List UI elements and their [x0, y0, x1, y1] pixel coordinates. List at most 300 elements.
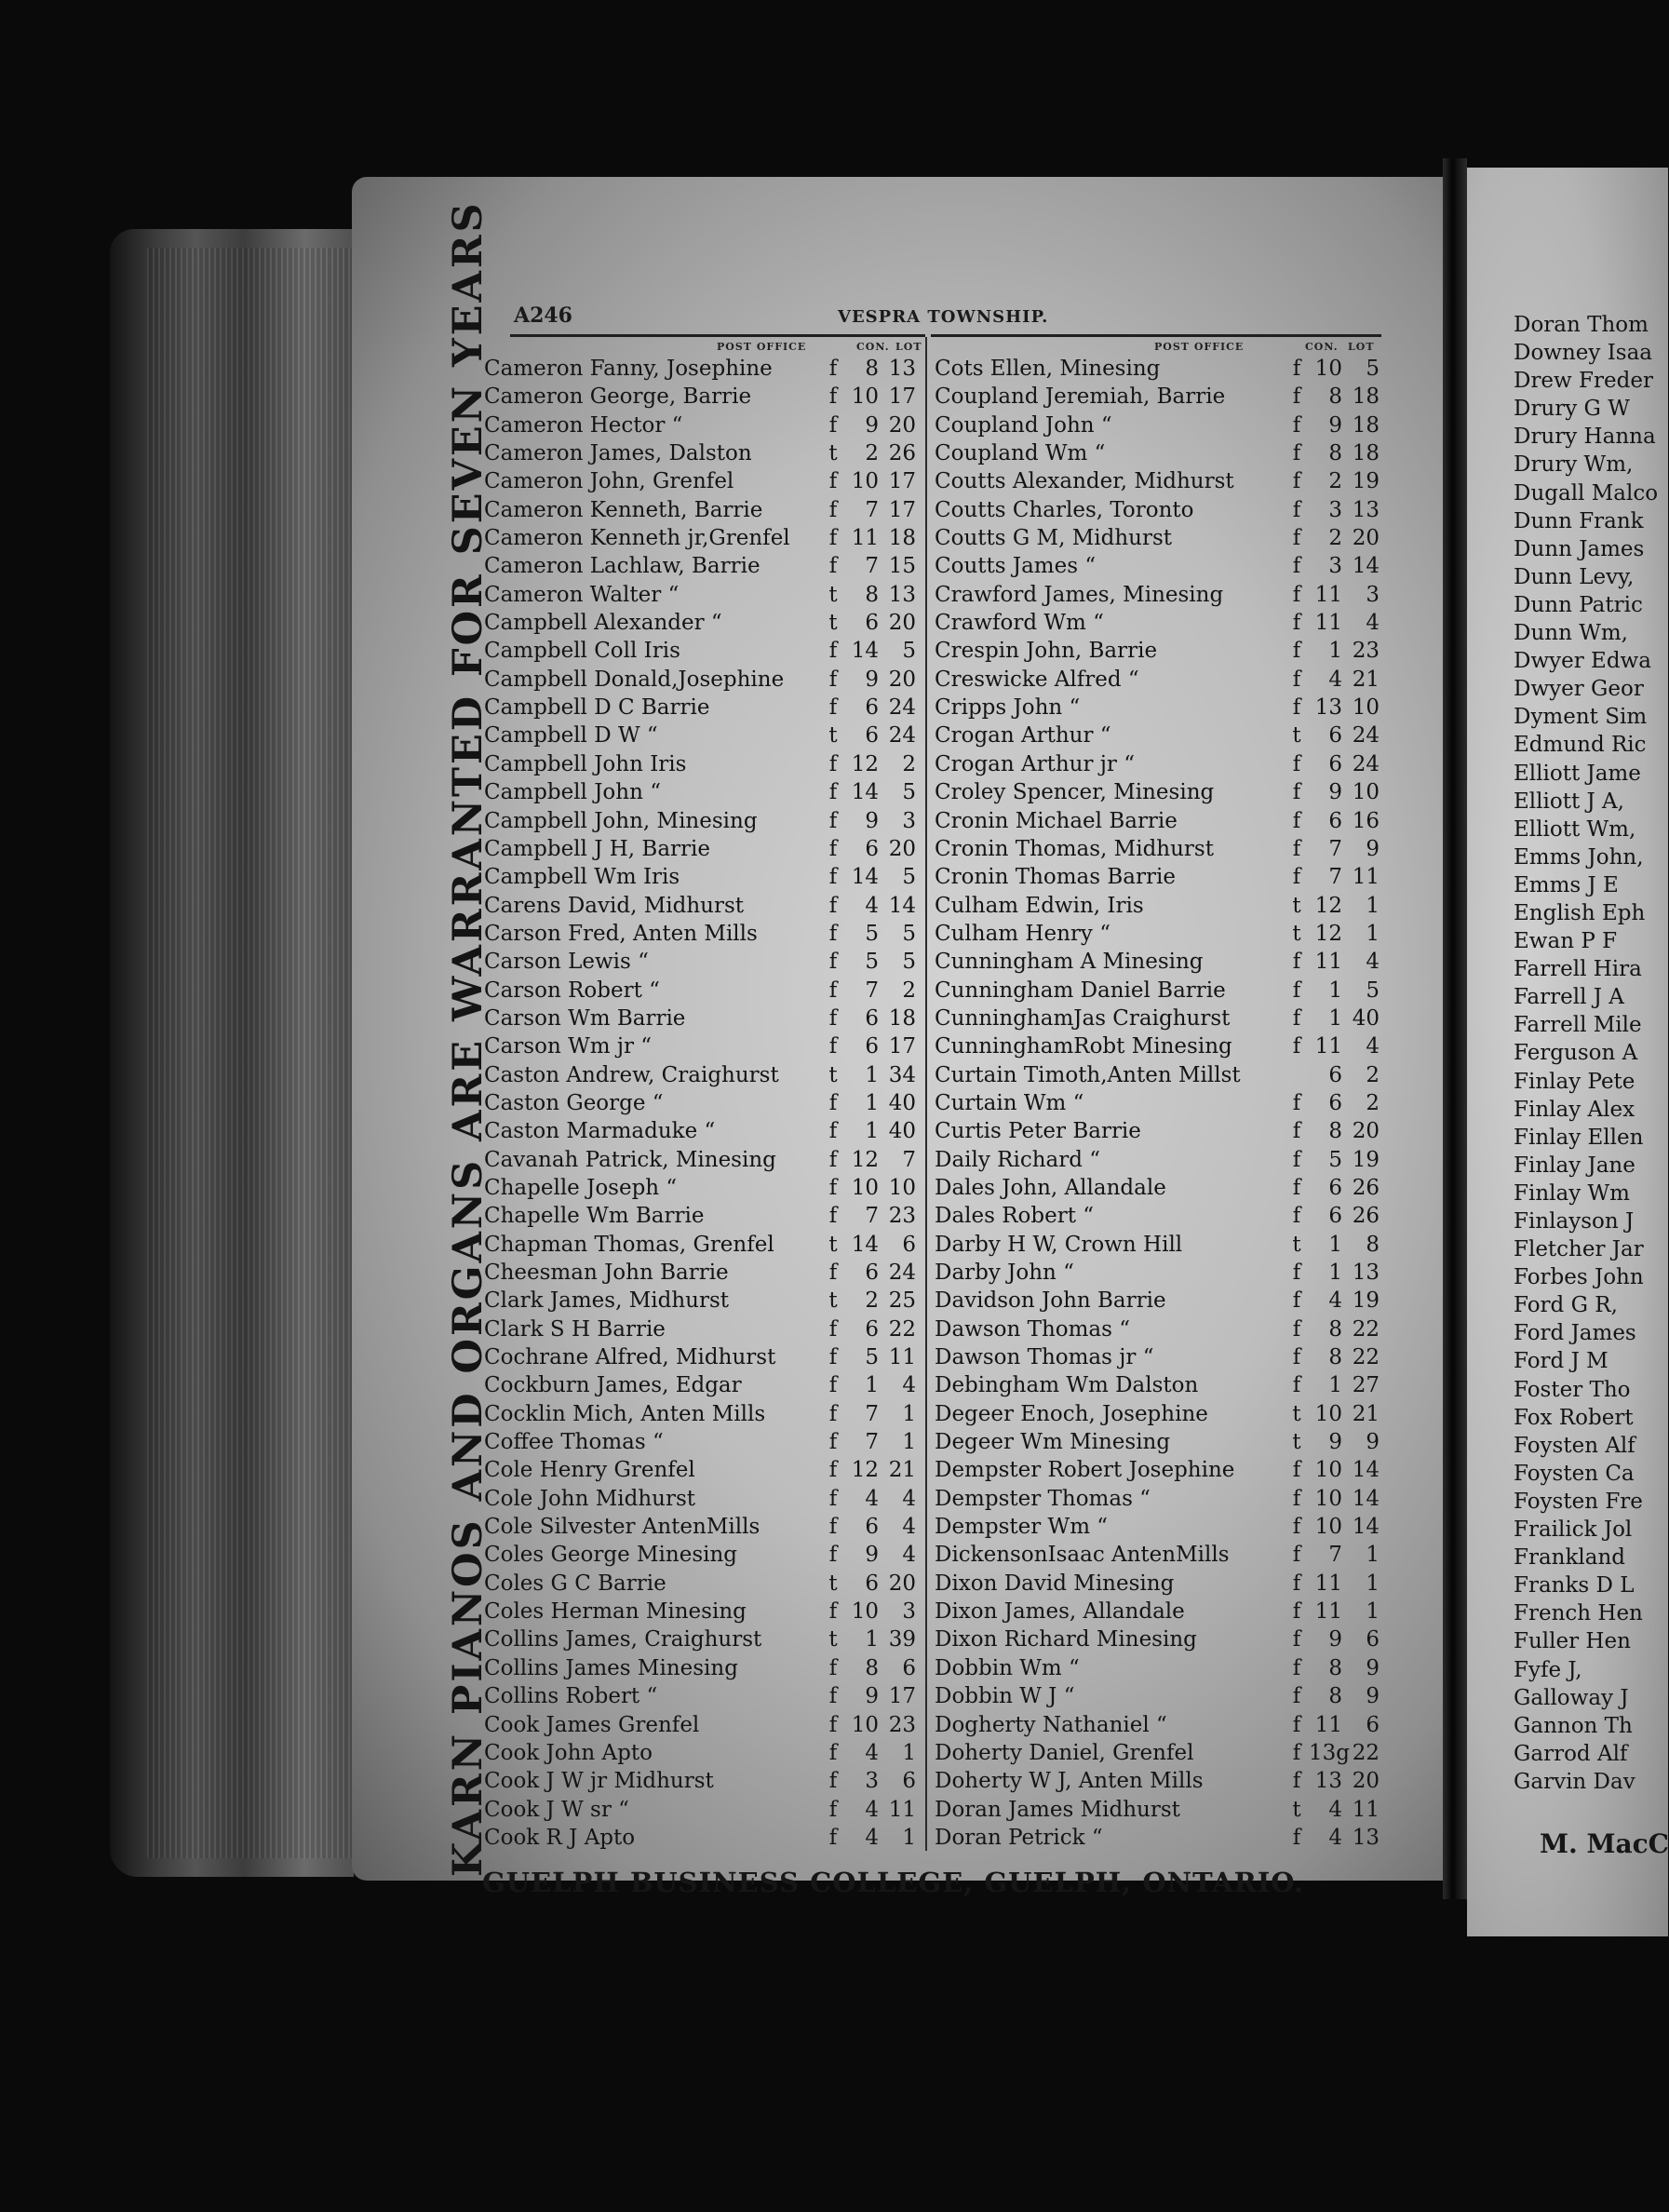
entry-type: f — [1292, 1571, 1301, 1596]
entry-name: Chapman Thomas, Grenfel — [484, 1232, 774, 1257]
entry-con: 4 — [865, 893, 879, 918]
entry-name: DickensonIsaac AntenMills — [935, 1543, 1230, 1568]
entry-con: 9 — [1328, 1430, 1342, 1455]
directory-entry — [484, 1119, 916, 1144]
right-column — [935, 357, 1380, 1851]
entry-type: f — [1292, 1712, 1301, 1737]
entry-name: Crawford James, Minesing — [935, 582, 1224, 607]
entry-name: Cook R J Apto — [484, 1825, 636, 1850]
entry-name: Cockburn James, Edgar — [484, 1373, 742, 1398]
entry-name: Cole John Midhurst — [484, 1486, 696, 1511]
entry-type: f — [1292, 1373, 1301, 1398]
directory-entry — [935, 1233, 1380, 1258]
entry-con: 10 — [851, 469, 879, 494]
entry-con: 2 — [865, 441, 879, 466]
entry-type: t — [828, 1571, 838, 1596]
next-page-entry: English Eph — [1514, 900, 1646, 925]
entry-type: t — [1292, 1401, 1301, 1426]
entry-lot: 40 — [888, 1119, 916, 1144]
directory-entry — [484, 1798, 916, 1823]
entry-type: f — [828, 1261, 838, 1285]
entry-name: Culham Edwin, Iris — [935, 893, 1144, 918]
entry-con: 9 — [1328, 1627, 1342, 1652]
entry-con: 4 — [1328, 1288, 1342, 1314]
entry-type: f — [1292, 1515, 1301, 1540]
entry-con: 6 — [865, 1316, 879, 1342]
entry-name: Cheesman John Barrie — [484, 1261, 729, 1285]
next-page-entry: Fox Robert — [1514, 1405, 1634, 1430]
entry-name: Dempster Wm “ — [935, 1515, 1109, 1540]
entry-lot: 18 — [1352, 384, 1380, 410]
entry-type: t — [828, 723, 838, 749]
entry-name: Daily Richard “ — [935, 1147, 1101, 1172]
entry-type: f — [828, 1119, 838, 1144]
next-page-entry: Dunn Frank — [1514, 508, 1644, 533]
entry-lot: 21 — [888, 1458, 916, 1483]
directory-entry — [935, 1204, 1380, 1229]
entry-lot: 11 — [888, 1797, 916, 1822]
directory-entry — [935, 1798, 1380, 1823]
directory-entry — [935, 809, 1380, 834]
entry-name: Creswicke Alfred “ — [935, 667, 1139, 692]
entry-lot: 16 — [1352, 808, 1380, 833]
entry-type: f — [1292, 1825, 1301, 1850]
entry-name: Davidson John Barrie — [935, 1288, 1166, 1314]
entry-lot: 18 — [888, 526, 916, 551]
directory-entry — [484, 1288, 916, 1314]
entry-con: 6 — [1328, 1090, 1342, 1115]
entry-lot: 1 — [1366, 893, 1380, 918]
entry-lot: 5 — [902, 921, 916, 946]
next-page-entry: Ford James — [1514, 1321, 1636, 1346]
entry-type: f — [1292, 384, 1301, 410]
entry-name: Coles George Minesing — [484, 1543, 738, 1568]
entry-con: 13g — [1309, 1740, 1350, 1765]
entry-type: f — [828, 1204, 838, 1229]
entry-name: Coutts James “ — [935, 554, 1097, 579]
entry-type: f — [828, 1655, 838, 1680]
directory-entry — [935, 752, 1380, 777]
entry-name: Coupland Jeremiah, Barrie — [935, 384, 1226, 410]
entry-lot: 10 — [1352, 695, 1380, 721]
entry-type: f — [828, 384, 838, 410]
entry-lot: 14 — [1352, 1458, 1380, 1483]
directory-entry — [484, 780, 916, 805]
directory-entry — [935, 1006, 1380, 1032]
directory-entry — [484, 1034, 916, 1059]
entry-con: 9 — [865, 667, 879, 692]
entry-type: f — [1292, 526, 1301, 551]
entry-type: f — [1292, 1543, 1301, 1568]
entry-type: t — [828, 1288, 838, 1314]
entry-con: 8 — [1328, 441, 1342, 466]
entry-con: 1 — [1328, 1232, 1342, 1257]
next-page-entry: Dunn Patric — [1514, 592, 1643, 617]
entry-type: f — [1292, 780, 1301, 805]
directory-entry — [935, 1261, 1380, 1286]
next-page-entry: Foysten Ca — [1514, 1461, 1635, 1486]
entry-type: f — [1292, 1175, 1301, 1200]
entry-type: t — [1292, 1232, 1301, 1257]
entry-lot: 14 — [1352, 1515, 1380, 1540]
entry-lot: 20 — [888, 667, 916, 692]
directory-entry — [484, 1571, 916, 1597]
directory-entry — [935, 1091, 1380, 1116]
next-page-entry: Drury G W — [1514, 397, 1630, 422]
next-page-entry: Ford G R, — [1514, 1293, 1618, 1318]
entry-lot: 24 — [888, 695, 916, 721]
entry-con: 2 — [1328, 526, 1342, 551]
entry-type: f — [828, 357, 838, 381]
next-page-entry: Foysten Alf — [1514, 1433, 1635, 1458]
entry-lot: 22 — [1352, 1345, 1380, 1370]
entry-type: f — [828, 865, 838, 890]
entry-type: f — [1292, 1204, 1301, 1229]
next-page-entry: Doran Thom — [1514, 313, 1649, 337]
entry-con: 8 — [865, 582, 879, 607]
entry-name: Cripps John “ — [935, 695, 1081, 721]
entry-con: 6 — [865, 1034, 879, 1059]
entry-name: Cameron James, Dalston — [484, 441, 752, 466]
entry-lot: 4 — [1366, 950, 1380, 975]
directory-entry — [935, 1402, 1380, 1427]
entry-type: f — [828, 1316, 838, 1342]
entry-lot: 8 — [1366, 1232, 1380, 1257]
entry-type: f — [1292, 808, 1301, 833]
entry-lot: 21 — [1352, 667, 1380, 692]
entry-name: Dixon Richard Minesing — [935, 1627, 1197, 1652]
entry-lot: 1 — [1366, 1599, 1380, 1625]
entry-type: f — [828, 978, 838, 1003]
entry-con: 8 — [865, 357, 879, 381]
entry-type: f — [828, 412, 838, 438]
entry-name: Campbell Wm Iris — [484, 865, 680, 890]
next-page-entry: Fuller Hen — [1514, 1629, 1631, 1654]
next-page-footer: M. MacC — [1540, 1828, 1669, 1859]
entry-lot: 13 — [1352, 497, 1380, 522]
entry-con: 11 — [1314, 1571, 1342, 1596]
entry-name: Cook J W jr Midhurst — [484, 1769, 714, 1794]
next-page-entry: Dunn James — [1514, 536, 1645, 561]
entry-name: Debingham Wm Dalston — [935, 1373, 1199, 1398]
entry-name: Cunningham A Minesing — [935, 950, 1204, 975]
entry-con: 14 — [851, 865, 879, 890]
entry-lot: 20 — [888, 836, 916, 861]
entry-lot: 6 — [1366, 1627, 1380, 1652]
next-page-entry: Foysten Fre — [1514, 1489, 1643, 1514]
entry-con: 1 — [865, 1373, 879, 1398]
entry-type: t — [828, 441, 838, 466]
entry-lot: 5 — [1366, 357, 1380, 381]
entry-name: Crawford Wm “ — [935, 611, 1104, 636]
directory-entry — [935, 1458, 1380, 1483]
book-page-edges — [110, 229, 354, 1877]
entry-name: Cocklin Mich, Anten Mills — [484, 1401, 766, 1426]
entry-type: f — [1292, 412, 1301, 438]
entry-con: 8 — [1328, 1684, 1342, 1709]
entry-con: 11 — [1314, 950, 1342, 975]
entry-type: t — [1292, 893, 1301, 918]
entry-type: t — [828, 611, 838, 636]
entry-type: f — [1292, 978, 1301, 1003]
entry-name: Cole Henry Grenfel — [484, 1458, 695, 1483]
directory-entry — [935, 1543, 1380, 1568]
entry-type: f — [1292, 639, 1301, 664]
entry-type: f — [1292, 582, 1301, 607]
next-page-entry: Dugall Malco — [1514, 480, 1659, 506]
directory-entry — [935, 526, 1380, 551]
entry-name: Dobbin Wm “ — [935, 1655, 1080, 1680]
directory-entry — [935, 695, 1380, 721]
next-page-entry: Drury Wm, — [1514, 452, 1634, 478]
post-office-header-right: POST OFFICE — [1154, 341, 1245, 353]
directory-entry — [935, 1627, 1380, 1652]
entry-name: Caston George “ — [484, 1090, 664, 1115]
entry-type: f — [828, 1175, 838, 1200]
entry-con: 7 — [1328, 865, 1342, 890]
directory-entry — [484, 1063, 916, 1088]
entry-con: 10 — [1314, 1486, 1342, 1511]
entry-lot: 19 — [1352, 1147, 1380, 1172]
entry-con: 6 — [865, 836, 879, 861]
entry-con: 12 — [851, 751, 879, 776]
entry-con: 1 — [1328, 639, 1342, 664]
next-page-entry: Elliott Jame — [1514, 761, 1641, 786]
entry-con: 6 — [865, 1261, 879, 1285]
entry-name: Cameron Lachlaw, Barrie — [484, 554, 760, 579]
directory-entry — [935, 1684, 1380, 1709]
entry-con: 13 — [1314, 1769, 1342, 1794]
entry-type: f — [1292, 1005, 1301, 1031]
entry-type: f — [1292, 1740, 1301, 1765]
entry-type: f — [828, 526, 838, 551]
next-page-entry: Dunn Levy, — [1514, 564, 1635, 589]
entry-name: Cochrane Alfred, Midhurst — [484, 1345, 776, 1370]
entry-name: Carson Wm jr “ — [484, 1034, 653, 1059]
entry-type: f — [828, 1147, 838, 1172]
side-advert-text: KARN PIANOS AND ORGANS ARE WARRANTED FOR SEVEN YEARS — [445, 200, 491, 1877]
next-page-entry: Frailick Jol — [1514, 1517, 1633, 1543]
entry-lot: 1 — [1366, 1543, 1380, 1568]
entry-con: 11 — [1314, 1712, 1342, 1737]
entry-lot: 5 — [902, 780, 916, 805]
entry-name: Carson Fred, Anten Mills — [484, 921, 758, 946]
entry-con: 9 — [1328, 780, 1342, 805]
entry-lot: 40 — [1352, 1005, 1380, 1031]
entry-name: Campbell Donald,Josephine — [484, 667, 785, 692]
entry-name: Coles Herman Minesing — [484, 1599, 747, 1625]
entry-type: f — [828, 950, 838, 975]
entry-type: t — [828, 1062, 838, 1087]
entry-type: f — [828, 1486, 838, 1511]
entry-con: 11 — [1314, 1034, 1342, 1059]
next-page-entry: Finlay Ellen — [1514, 1125, 1644, 1150]
directory-entry — [484, 1430, 916, 1455]
next-page-entry: Finlay Jane — [1514, 1153, 1635, 1178]
entry-lot: 2 — [1366, 1090, 1380, 1115]
entry-name: Cook James Grenfel — [484, 1712, 700, 1737]
entry-type: f — [1292, 1261, 1301, 1285]
directory-entry — [935, 865, 1380, 890]
entry-name: Crogan Arthur jr “ — [935, 751, 1135, 776]
next-page-entry: Finlay Pete — [1514, 1069, 1635, 1094]
entry-lot: 20 — [888, 1571, 916, 1596]
entry-type: f — [828, 469, 838, 494]
next-page-entry: Dwyer Geor — [1514, 677, 1644, 702]
entry-con: 4 — [865, 1486, 879, 1511]
post-office-header-left: POST OFFICE — [717, 341, 807, 353]
directory-entry — [935, 1176, 1380, 1201]
entry-lot: 11 — [1352, 1797, 1380, 1822]
entry-lot: 5 — [902, 639, 916, 664]
entry-type: f — [1292, 1034, 1301, 1059]
entry-type: f — [1292, 469, 1301, 494]
lot-header-left: LOT — [895, 341, 922, 353]
entry-name: Cronin Thomas, Midhurst — [935, 836, 1214, 861]
entry-lot: 1 — [902, 1430, 916, 1455]
entry-name: Dales John, Allandale — [935, 1175, 1166, 1200]
entry-con: 4 — [865, 1797, 879, 1822]
entry-lot: 18 — [888, 1005, 916, 1031]
directory-entry — [935, 583, 1380, 608]
next-page-entry: Dwyer Edwa — [1514, 649, 1651, 674]
entry-lot: 22 — [1352, 1316, 1380, 1342]
entry-lot: 9 — [1366, 1684, 1380, 1709]
directory-entry — [484, 865, 916, 890]
entry-type: t — [828, 1627, 838, 1652]
entry-type: f — [828, 497, 838, 522]
entry-lot: 26 — [1352, 1204, 1380, 1229]
directory-entry — [935, 668, 1380, 693]
entry-con: 10 — [1314, 1401, 1342, 1426]
directory-entry — [484, 1402, 916, 1427]
directory-entry — [935, 413, 1380, 438]
entry-lot: 23 — [1352, 639, 1380, 664]
entry-lot: 2 — [1366, 1062, 1380, 1087]
directory-entry — [935, 611, 1380, 636]
entry-con: 8 — [1328, 1655, 1342, 1680]
entry-type: f — [1292, 1316, 1301, 1342]
next-page-entry: Elliott J A, — [1514, 789, 1624, 814]
entry-type: f — [1292, 667, 1301, 692]
entry-name: Doran James Midhurst — [935, 1797, 1180, 1822]
entry-type: f — [1292, 441, 1301, 466]
directory-entry — [935, 837, 1380, 862]
entry-type: f — [1292, 1147, 1301, 1172]
entry-con: 6 — [865, 1515, 879, 1540]
entry-con: 5 — [865, 950, 879, 975]
entry-lot: 4 — [902, 1486, 916, 1511]
directory-entry — [484, 1345, 916, 1370]
entry-type — [1285, 1063, 1309, 1088]
entry-lot: 5 — [902, 865, 916, 890]
entry-name: Campbell D W “ — [484, 723, 658, 749]
next-page-entry: Downey Isaa — [1514, 341, 1653, 366]
directory-entry — [935, 639, 1380, 664]
entry-lot: 14 — [1352, 1486, 1380, 1511]
next-page-entry: Dyment Sim — [1514, 705, 1648, 730]
entry-lot: 19 — [1352, 469, 1380, 494]
directory-entry — [484, 894, 916, 919]
entry-name: Campbell John Iris — [484, 751, 687, 776]
entry-type: f — [1292, 1458, 1301, 1483]
entry-name: Cameron Kenneth, Barrie — [484, 497, 763, 522]
entry-con: 2 — [865, 1288, 879, 1314]
entry-lot: 3 — [902, 1599, 916, 1625]
entry-type: f — [1292, 695, 1301, 721]
entry-lot: 14 — [1352, 554, 1380, 579]
next-page-entry: Finlay Wm — [1514, 1180, 1630, 1206]
entry-name: Doherty Daniel, Grenfel — [935, 1740, 1194, 1765]
entry-con: 6 — [865, 1005, 879, 1031]
entry-name: CunninghamRobt Minesing — [935, 1034, 1232, 1059]
entry-name: Cameron George, Barrie — [484, 384, 752, 410]
entry-type: f — [828, 1401, 838, 1426]
entry-lot: 25 — [888, 1288, 916, 1314]
entry-name: Dempster Robert Josephine — [935, 1458, 1235, 1483]
entry-name: Degeer Enoch, Josephine — [935, 1401, 1208, 1426]
directory-entry — [935, 498, 1380, 523]
directory-entry — [484, 384, 916, 410]
entry-con: 6 — [865, 723, 879, 749]
entry-con: 1 — [865, 1090, 879, 1115]
directory-entry — [484, 498, 916, 523]
entry-name: Curtain Wm “ — [935, 1090, 1084, 1115]
next-page-entry: Ford J M — [1514, 1349, 1608, 1374]
entry-con: 12 — [851, 1147, 879, 1172]
directory-entry — [484, 526, 916, 551]
next-page-entry: Frankland — [1514, 1545, 1626, 1571]
entry-name: Cots Ellen, Minesing — [935, 357, 1161, 381]
entry-lot: 7 — [902, 1147, 916, 1172]
directory-entry — [935, 780, 1380, 805]
entry-name: Campbell J H, Barrie — [484, 836, 710, 861]
entry-name: Croley Spencer, Minesing — [935, 780, 1215, 805]
entry-lot: 13 — [888, 357, 916, 381]
entry-lot: 24 — [888, 1261, 916, 1285]
entry-con: 1 — [1328, 1261, 1342, 1285]
directory-entry — [484, 413, 916, 438]
entry-name: Cronin Michael Barrie — [935, 808, 1178, 833]
directory-entry — [935, 1063, 1380, 1088]
directory-entry — [484, 1458, 916, 1483]
entry-con: 12 — [851, 1458, 879, 1483]
entry-con: 6 — [1328, 1175, 1342, 1200]
entry-type: f — [828, 695, 838, 721]
next-page-entry: Fyfe J, — [1514, 1657, 1582, 1682]
entry-lot: 27 — [1352, 1373, 1380, 1398]
lot-header-right: LOT — [1348, 341, 1375, 353]
entry-name: Carson Wm Barrie — [484, 1005, 686, 1031]
entry-con: 3 — [1328, 554, 1342, 579]
entry-name: Coupland John “ — [935, 412, 1112, 438]
directory-entry — [484, 1487, 916, 1512]
entry-name: Carens David, Midhurst — [484, 893, 744, 918]
entry-con: 8 — [1328, 1345, 1342, 1370]
directory-entry — [484, 1373, 916, 1398]
entry-con: 4 — [1328, 1797, 1342, 1822]
entry-type: t — [1292, 1797, 1301, 1822]
entry-type: f — [1292, 1769, 1301, 1794]
next-page-entry: Elliott Wm, — [1514, 816, 1636, 842]
entry-lot: 23 — [888, 1204, 916, 1229]
entry-name: Dales Robert “ — [935, 1204, 1095, 1229]
entry-name: Cavanah Patrick, Minesing — [484, 1147, 776, 1172]
entry-name: Clark S H Barrie — [484, 1316, 666, 1342]
entry-type: f — [828, 1769, 838, 1794]
next-page-entry: Fletcher Jar — [1514, 1237, 1644, 1262]
left-column — [484, 357, 916, 1851]
